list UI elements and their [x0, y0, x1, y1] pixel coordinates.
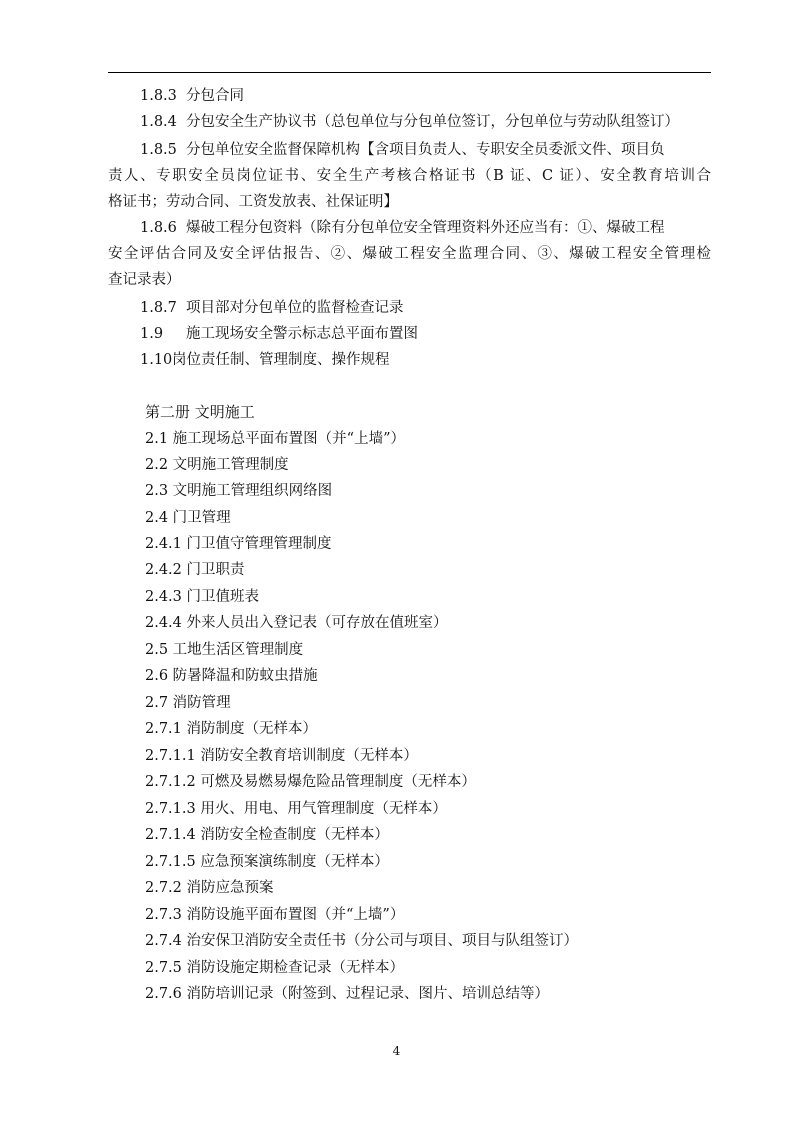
header-rule: [108, 72, 711, 73]
list-item: 2.6 防暑降温和防蚊虫措施: [145, 668, 318, 684]
list-item-1-8-7: [140, 298, 404, 318]
list-item: 2.7.1.3 用火、用电、用气管理制度（无样本）: [145, 801, 447, 817]
list-item-1-8-6: [140, 218, 665, 238]
list-item-1-10: [140, 350, 390, 370]
list-item: 2.4.1 门卫值守管理管理制度: [145, 536, 332, 552]
item-number: 1.8.6: [140, 220, 177, 236]
item-text: 分包安全生产协议书（总包单位与分包单位签订，分包单位与劳动队组签订）: [186, 114, 679, 130]
list-item: 2.7.1.5 应急预案演练制度（无样本）: [145, 854, 389, 870]
list-item: 2.3 文明施工管理组织网络图: [145, 483, 333, 499]
item-text-line-2: 责人、专职安全员岗位证书、安全生产考核合格证书（B 证、C 证）、安全教育培训合: [108, 168, 711, 184]
list-item: 2.4.3 门卫值班表: [145, 589, 260, 605]
page-number: 4: [392, 1044, 401, 1058]
item-text: 施工现场安全警示标志总平面布置图: [186, 326, 418, 342]
item-text-line-1: 爆破工程分包资料（除有分包单位安全管理资料外还应当有：①、爆破工程: [186, 220, 665, 236]
item-text: 分包合同: [186, 88, 244, 104]
list-item: 2.2 文明施工管理制度: [145, 457, 289, 473]
list-item: 2.4.2 门卫职责: [145, 562, 245, 578]
list-item: 2.4.4 外来人员出入登记表（可存放在值班室）: [145, 615, 448, 631]
item-number: 1.8.5: [140, 142, 177, 158]
list-item: 2.7.5 消防设施定期检查记录（无样本）: [145, 960, 405, 976]
list-item-1-8-3: [140, 86, 244, 106]
list-item: 2.7.1.2 可燃及易燃易爆危险品管理制度（无样本）: [145, 774, 476, 790]
list-item: 2.1 施工现场总平面布置图（并“上墙”）: [145, 431, 405, 447]
item-text-line-1: 分包单位安全监督保障机构【含项目负责人、专职安全员委派文件、项目负: [186, 142, 665, 158]
list-item-1-9: [140, 324, 418, 344]
list-item: 2.7.4 治安保卫消防安全责任书（分公司与项目、项目与队组签订）: [145, 933, 579, 949]
item-text-line-2: 安全评估合同及安全评估报告、②、爆破工程安全监理合同、③、爆破工程安全管理检: [108, 246, 711, 262]
item-text: 项目部对分包单位的监督检查记录: [186, 300, 404, 316]
list-item-1-8-4: [140, 112, 679, 132]
list-item: 2.7.1 消防制度（无样本）: [145, 721, 318, 737]
list-item: 2.7.3 消防设施平面布置图（并“上墙”）: [145, 907, 405, 923]
section-heading: 第二册 文明施工: [145, 403, 255, 421]
item-text-line-3: 查记录表）: [108, 272, 181, 288]
item-number: 1.9: [140, 326, 164, 342]
item-number: 1.8.4: [140, 114, 177, 130]
item-number: 1.10: [140, 352, 173, 368]
item-number: 1.8.3: [140, 88, 177, 104]
list-item: 2.5 工地生活区管理制度: [145, 642, 304, 658]
item-number: 1.8.7: [140, 300, 177, 316]
list-item: 2.7.1.4 消防安全检查制度（无样本）: [145, 827, 389, 843]
list-item: 2.7.2 消防应急预案: [145, 880, 274, 896]
list-item: 2.7.1.1 消防安全教育培训制度（无样本）: [145, 748, 418, 764]
list-item: 2.4 门卫管理: [145, 510, 231, 526]
list-item: 2.7 消防管理: [145, 695, 231, 711]
item-text-line-3: 格证书；劳动合同、工资发放表、社保证明】: [108, 194, 398, 210]
list-item-1-8-5: [140, 140, 665, 160]
list-item: 2.7.6 消防培训记录（附签到、过程记录、图片、培训总结等）: [145, 986, 550, 1002]
item-text: 岗位责任制、管理制度、操作规程: [172, 352, 390, 368]
